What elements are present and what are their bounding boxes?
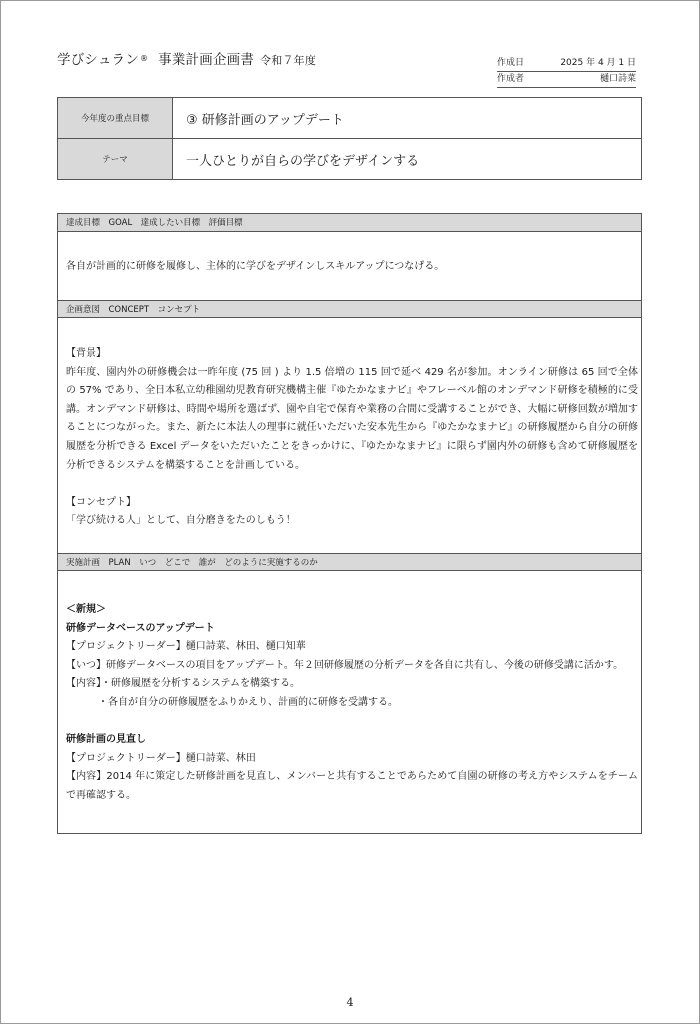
focus-value: 一人ひとりが自らの学びをデザインする xyxy=(186,153,420,169)
registered-mark: ® xyxy=(139,54,149,63)
project2-title: 研修計画の見直し xyxy=(66,734,146,746)
focus-value: ③ 研修計画のアップデート xyxy=(186,112,344,128)
meta-created-date xyxy=(497,56,636,72)
document-title xyxy=(57,48,316,68)
background-title: 【背景】 xyxy=(66,348,106,359)
project1-when: 【いつ】研修データベースの項目をアップデート。年２回研修履歴の分析データを各自に共有し、今後の研修受講に活かす。 xyxy=(66,659,624,671)
project1-content: 【内容】・研修履歴を分析するシステムを構築する。 xyxy=(66,678,300,690)
focus-table xyxy=(57,97,642,180)
project2-content: 【内容】2014 年に策定した研修計画を見直し、メンバーと共有することであらためて自園の研修の考え方やシステムをチームで再確認する。 xyxy=(66,771,638,801)
meta-value: 樋口詩菜 xyxy=(599,74,636,84)
concept-text: 「学び続ける人」として、自分磨きをたのしもう！ xyxy=(66,515,296,527)
background-text: 昨年度、園内外の研修機会は一昨年度 (75 回 ) より 1.5 倍増の 115 回で延べ 429 名が参加。オンライン研修は 65 回で全体の 57% であり、全日本私立幼稚園幼児教育研究機構主催『ゆたかなまナビ』やフレーベル館のオンデマンド研修を積極的に受講。オンデマンド研修は、時間や場所を選ばず、園や自宅で保育や業務の合間に受講することができ、大幅に研修回数が増加することにつながった。また、新たに本法人の理事に就任いただいた安本先生から『ゆたかなまナビ』の研修履歴から自分の研修履歴を分析できる Excel データをいただいたことをきっかけに、『ゆたかなまナビ』に限らず園内外の研修も含めて研修履歴を分析できるシステムを構築することを計画している。 xyxy=(66,366,638,471)
concept-heading: 企画意図 CONCEPT コンセプト xyxy=(58,300,641,318)
fiscal-year: 令和７年度 xyxy=(260,54,317,67)
page-number: 4 xyxy=(346,996,354,1009)
meta-author xyxy=(497,72,636,88)
project1-title: 研修データベースのアップデート xyxy=(66,622,215,634)
goal-body xyxy=(66,258,638,277)
new-label: ＜新規＞ xyxy=(66,604,106,615)
focus-row-goal xyxy=(58,98,641,138)
project1-leader: 【プロジェクトリーダー】樋口詩菜、林田、樋口知華 xyxy=(66,641,306,653)
brand-name: 学びシュラン xyxy=(57,52,139,68)
doc-type: 事業計画企画書 xyxy=(158,52,255,68)
concept-title: 【コンセプト】 xyxy=(66,496,136,508)
plan-heading: 実施計画 PLAN いつ どこで 誰が どのように実施するのか xyxy=(58,553,641,571)
focus-row-theme xyxy=(58,138,641,179)
meta-label: 作成者 xyxy=(497,74,525,84)
plan-sections xyxy=(57,213,642,834)
project2-leader: 【プロジェクトリーダー】樋口詩菜、林田 xyxy=(66,752,256,764)
goal-text: 各自が計画的に研修を履修し、主体的に学びをデザインしスキルアップにつなげる。 xyxy=(66,261,445,272)
concept-body xyxy=(66,345,638,531)
plan-body xyxy=(66,601,638,806)
focus-label: テーマ xyxy=(58,139,173,179)
goal-heading: 達成目標 GOAL 達成したい目標 評価目標 xyxy=(58,214,641,232)
focus-label: 今年度の重点目標 xyxy=(58,98,173,138)
meta-value: 2025 年 4 月 1 日 xyxy=(560,58,636,68)
project1-content-2: ・各自が自分の研修履歴をふりかえり、計画的に研修を受講する。 xyxy=(98,696,398,708)
meta-label: 作成日 xyxy=(497,58,525,68)
